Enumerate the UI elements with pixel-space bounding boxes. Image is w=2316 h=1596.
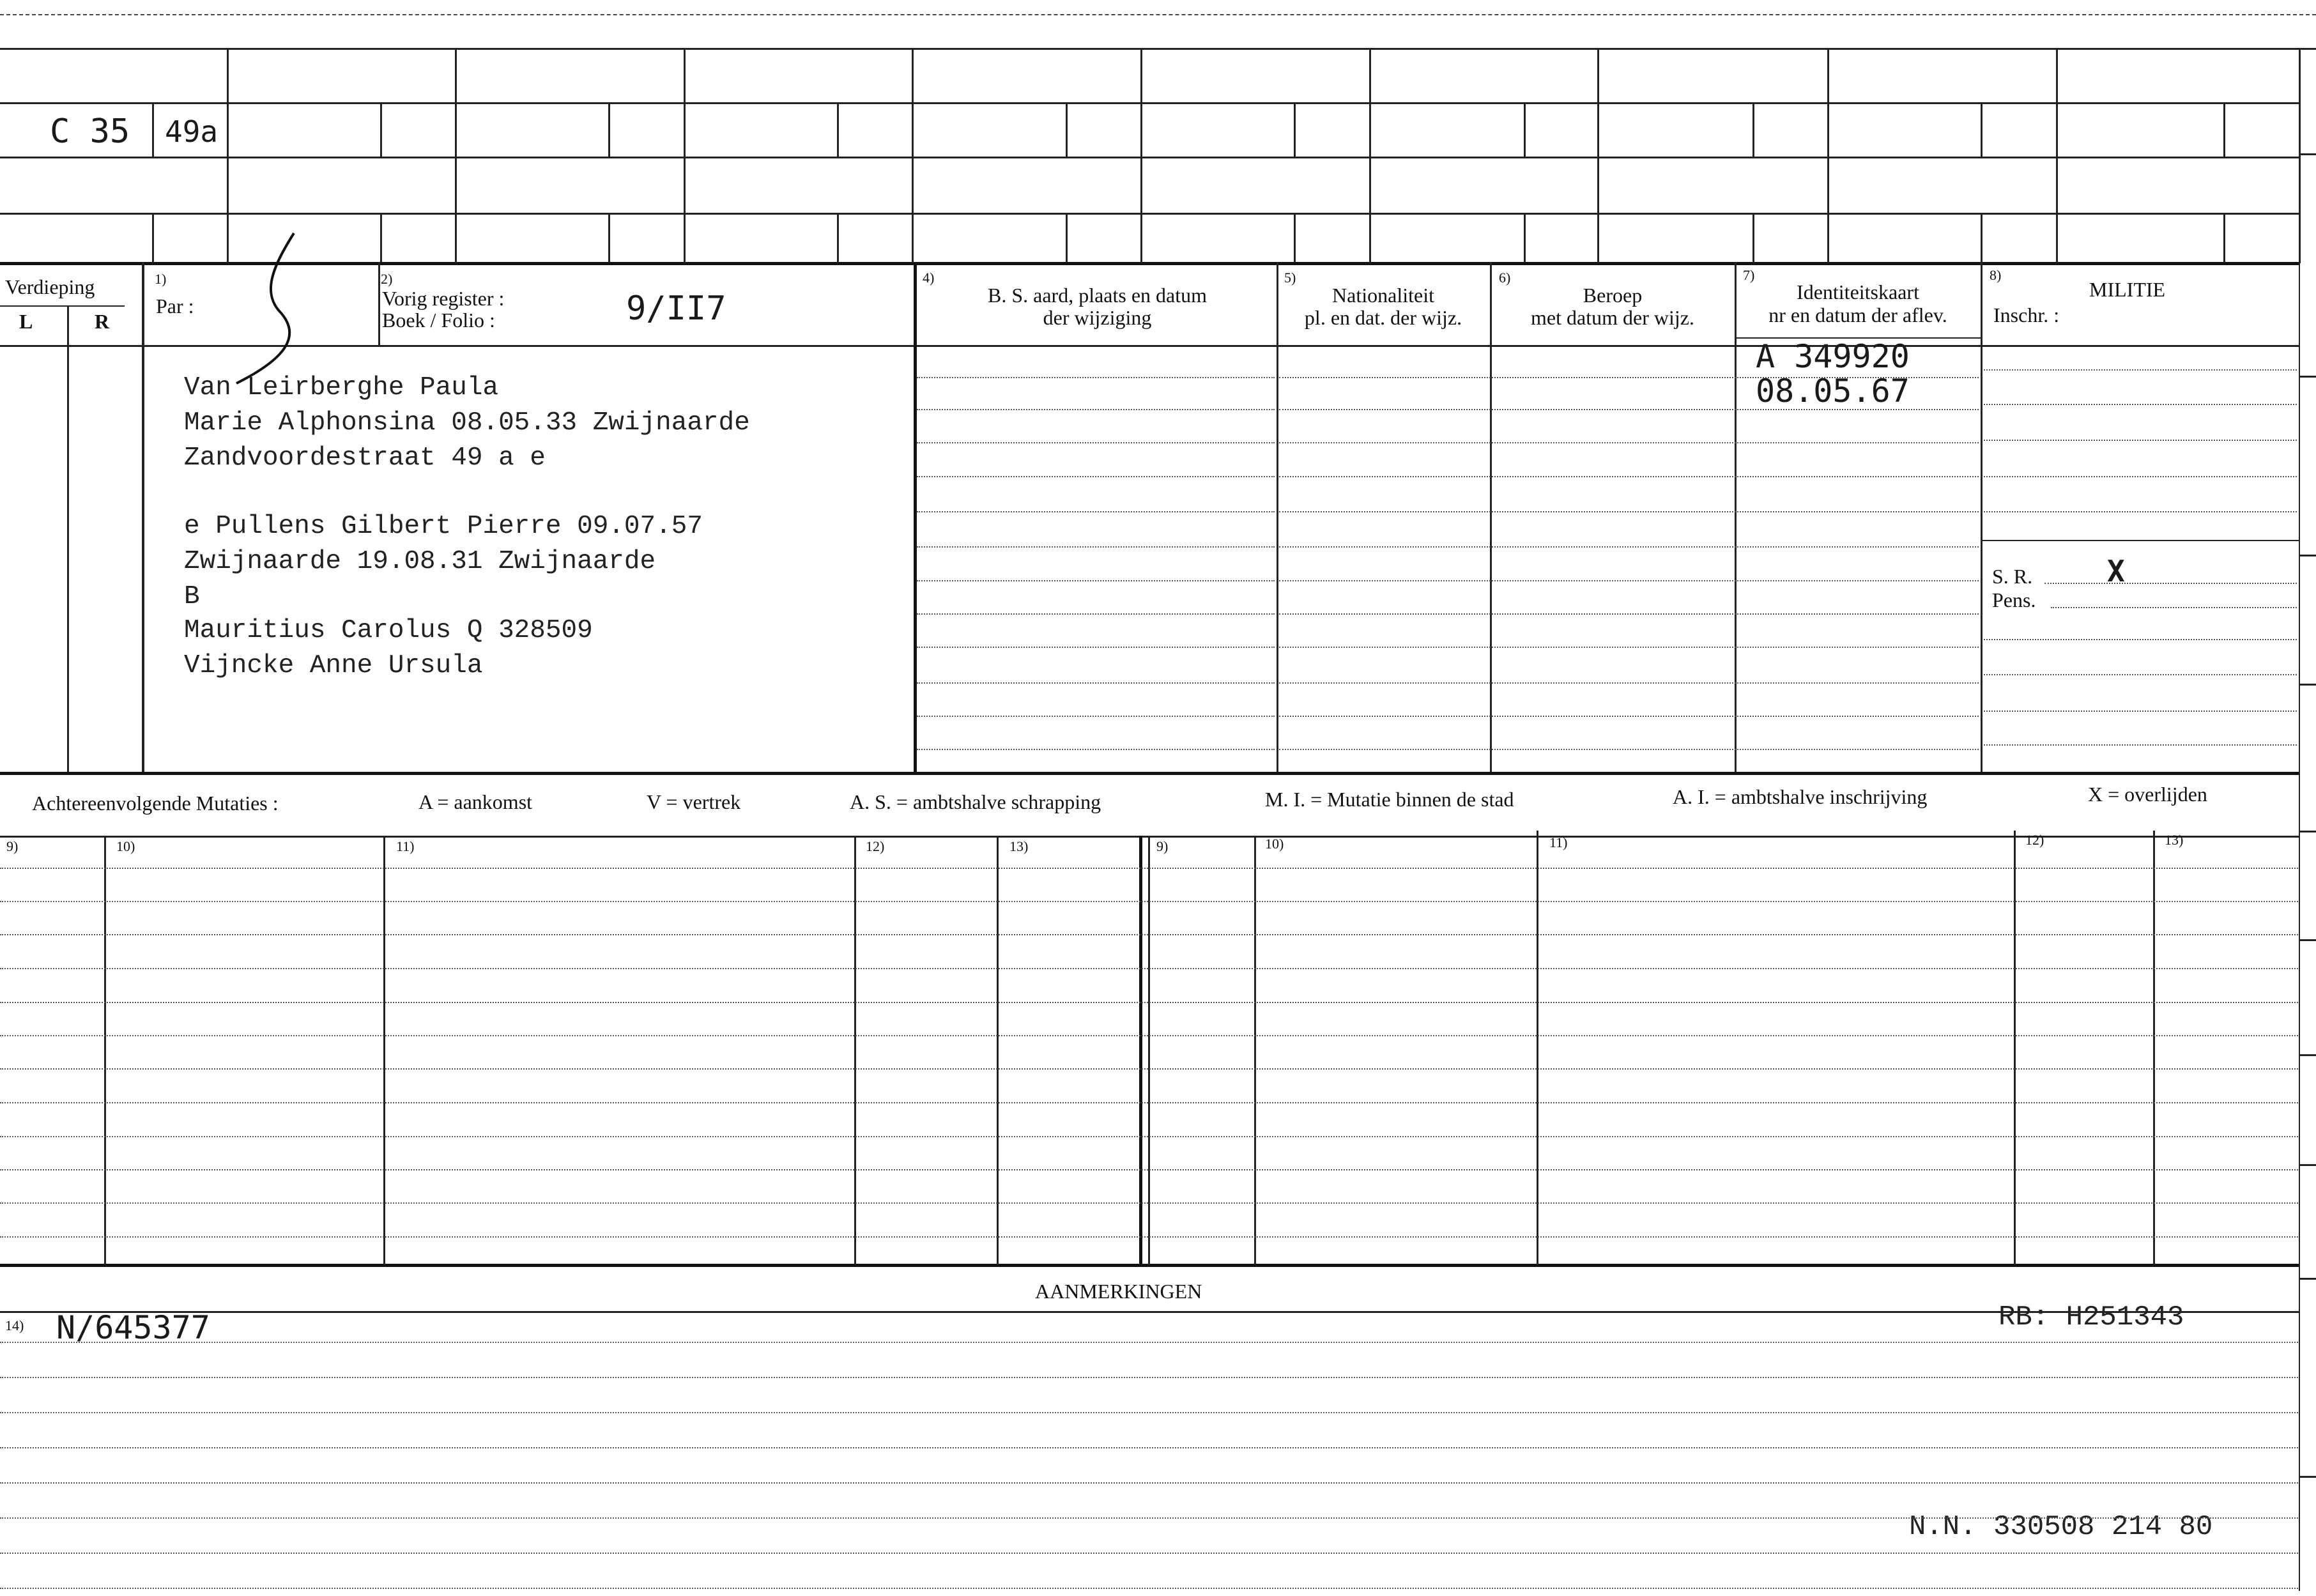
legend-overlijden: X = overlijden bbox=[2088, 783, 2207, 806]
legend-inschrijving: A. I. = ambtshalve inschrijving bbox=[1673, 785, 1928, 808]
aanmerkingen-left-value: N/645377 bbox=[56, 1309, 210, 1346]
col-9-right: 9) bbox=[1156, 838, 1169, 854]
col-10-right: 10) bbox=[1265, 836, 1284, 852]
boek-folio-label: Boek / Folio : bbox=[382, 309, 495, 332]
beroep-label-2: met datum der wijz. bbox=[1531, 306, 1694, 329]
bs-label-1: B. S. aard, plaats en datum bbox=[987, 284, 1208, 307]
idkaart-issue-date: 08.05.67 bbox=[1756, 372, 1910, 410]
idkaart-number: 7) bbox=[1743, 267, 1755, 283]
col-13-left: 13) bbox=[1009, 838, 1029, 854]
col-10-left: 10) bbox=[116, 838, 135, 854]
inschr-label: Inschr. : bbox=[1993, 303, 2060, 326]
militie-number: 8) bbox=[1990, 267, 2002, 283]
legend-vertrek: V = vertrek bbox=[647, 790, 741, 813]
col-12-right: 12) bbox=[2025, 832, 2044, 848]
verdieping-left: L bbox=[19, 310, 33, 333]
legend-schrapping: A. S. = ambtshalve schrapping bbox=[850, 790, 1101, 813]
col-11-right: 11) bbox=[1549, 834, 1568, 850]
idkaart-label-2: nr en datum der aflev. bbox=[1768, 303, 1947, 326]
nat-label-2: pl. en dat. der wijz. bbox=[1304, 306, 1462, 329]
bs-label-2: der wijziging bbox=[1043, 306, 1152, 329]
bs-number: 4) bbox=[923, 270, 935, 286]
handwritten-stroke bbox=[211, 230, 326, 390]
aanmerkingen-title: AANMERKINGEN bbox=[1035, 1280, 1202, 1303]
sr-label: S. R. bbox=[1992, 565, 2033, 588]
person-line: Mauritius Carolus Q 328509 bbox=[184, 616, 593, 645]
aanmerkingen-number: 14) bbox=[5, 1317, 24, 1333]
col-12-left: 12) bbox=[866, 838, 885, 854]
boek-folio-value: 9/II7 bbox=[626, 289, 726, 328]
col-11-left: 11) bbox=[396, 838, 415, 854]
person-line: Marie Alphonsina 08.05.33 Zwijnaarde bbox=[184, 408, 750, 438]
vorig-number: 2) bbox=[381, 271, 393, 287]
person-line: Van Leirberghe Paula bbox=[184, 373, 499, 403]
mutaties-title: Achtereenvolgende Mutaties : bbox=[32, 792, 279, 815]
col-13-right: 13) bbox=[2165, 832, 2184, 848]
register-code: C 35 bbox=[50, 112, 130, 151]
legend-aankomst: A = aankomst bbox=[418, 790, 533, 813]
vorig-register-label: Vorig register : bbox=[382, 287, 505, 310]
person-line: Zwijnaarde 19.08.31 Zwijnaarde bbox=[184, 547, 656, 576]
nn-number: N.N. 330508 214 80 bbox=[1909, 1511, 2213, 1543]
beroep-label-1: Beroep bbox=[1583, 284, 1643, 307]
person-line: e Pullens Gilbert Pierre 09.07.57 bbox=[184, 512, 703, 541]
idkaart-label-1: Identiteitskaart bbox=[1797, 280, 1919, 303]
legend-mutatie: M. I. = Mutatie binnen de stad bbox=[1265, 788, 1514, 811]
idkaart-card-number: A 349920 bbox=[1756, 338, 1910, 375]
person-line: Vijncke Anne Ursula bbox=[184, 651, 483, 680]
nat-label-1: Nationaliteit bbox=[1332, 284, 1434, 307]
par-label: Par : bbox=[156, 295, 194, 318]
beroep-number: 6) bbox=[1499, 270, 1511, 286]
sr-value: X bbox=[2107, 554, 2125, 588]
col-9-left: 9) bbox=[6, 838, 19, 854]
house-number: 49a bbox=[165, 114, 219, 149]
pens-label: Pens. bbox=[1992, 588, 2036, 611]
rb-number: RB: H251343 bbox=[1998, 1301, 2184, 1333]
verdieping-right: R bbox=[95, 310, 110, 333]
militie-label: MILITIE bbox=[2089, 278, 2166, 301]
par-number: 1) bbox=[155, 271, 167, 287]
person-line: B bbox=[184, 582, 200, 611]
nat-number: 5) bbox=[1284, 270, 1296, 286]
person-line: Zandvoordestraat 49 a e bbox=[184, 443, 546, 473]
verdieping-label: Verdieping bbox=[5, 275, 95, 298]
